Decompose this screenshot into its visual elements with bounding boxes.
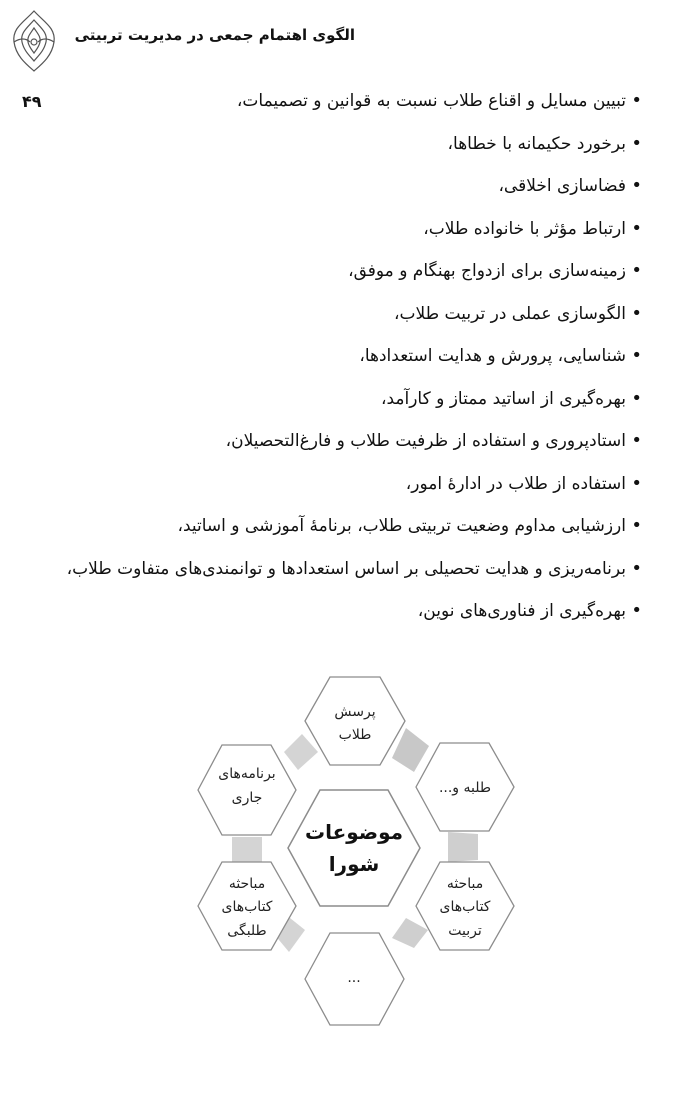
hex-top-line-2: طلاب xyxy=(338,727,372,743)
hex-top-left xyxy=(198,745,296,835)
hex-center-line-1: موضوعات xyxy=(304,820,404,844)
hex-center-line-2: شورا xyxy=(328,852,380,876)
list-item: • برخورد حکیمانه با خطاها، xyxy=(42,123,642,166)
list-item: • ارزشیابی مداوم وضعیت تربیتی طلاب، برنامهٔ آموزشی و اساتید، xyxy=(42,505,642,548)
hex-top xyxy=(305,677,405,765)
hex-bottom-left-line-2: کتاب‌های xyxy=(221,899,273,915)
bullet-list xyxy=(42,80,642,632)
page-header xyxy=(0,0,700,80)
hex-top-right-line-1: طلبه و... xyxy=(438,780,492,796)
list-item: • فضاسازی اخلاقی، xyxy=(42,165,642,208)
hex-top-right xyxy=(416,743,514,831)
list-item: • شناسایی، پرورش و هدایت استعدادها، xyxy=(42,335,642,378)
hexagon-diagram-svg xyxy=(192,672,518,1034)
list-item: • استفاده از طلاب در ادارهٔ امور، xyxy=(42,463,642,506)
hex-bottom-right-line-3: تربیت xyxy=(448,923,482,939)
connector-topright-bottomright xyxy=(448,832,478,862)
hex-bottom-left-line-1: مباحثه xyxy=(228,876,266,892)
hex-bottom-right-line-1: مباحثه xyxy=(446,876,484,892)
list-item: • بهره‌گیری از فناوری‌های نوین، xyxy=(42,590,642,633)
connector-bottomright-bottom xyxy=(392,918,428,948)
floral-ornament-icon xyxy=(8,8,60,74)
list-item: • ارتباط مؤثر با خانواده طلاب، xyxy=(42,208,642,251)
hex-top-line-1: پرسش xyxy=(334,704,376,720)
hex-center xyxy=(288,790,420,906)
hex-bottom-left-line-3: طلبگی xyxy=(227,923,267,939)
list-item: • تبیین مسایل و اقناع طلاب نسبت به قوانین و تصمیمات، xyxy=(42,80,642,123)
hex-bottom xyxy=(305,933,404,1025)
hex-bottom-right-line-2: کتاب‌های xyxy=(439,899,491,915)
list-item: • زمینه‌سازی برای ازدواج بهنگام و موفق، xyxy=(42,250,642,293)
list-item: • الگوسازی عملی در تربیت طلاب، xyxy=(42,293,642,336)
page-number: ۴۹ xyxy=(22,92,42,111)
hex-bottom-right xyxy=(416,862,514,950)
running-title: الگوی اهتمام جمعی در مدیریت تربیتی xyxy=(74,26,355,44)
list-item: • استادپروری و استفاده از ظرفیت طلاب و فارغ‌التحصیلان، xyxy=(42,420,642,463)
list-item: • برنامه‌ریزی و هدایت تحصیلی بر اساس استعدادها و توانمندی‌های متفاوت طلاب، xyxy=(42,548,642,590)
hexagon-diagram xyxy=(192,672,518,1034)
hex-top-left-line-1: برنامه‌های xyxy=(218,766,276,782)
connector-bottomleft-topleft xyxy=(232,837,262,862)
hex-top-left-line-2: جاری xyxy=(231,790,263,806)
list-item: • بهره‌گیری از اساتید ممتاز و کارآمد، xyxy=(42,378,642,421)
hex-bottom-line-1: ... xyxy=(347,970,361,986)
connector-topleft-top xyxy=(284,734,318,770)
